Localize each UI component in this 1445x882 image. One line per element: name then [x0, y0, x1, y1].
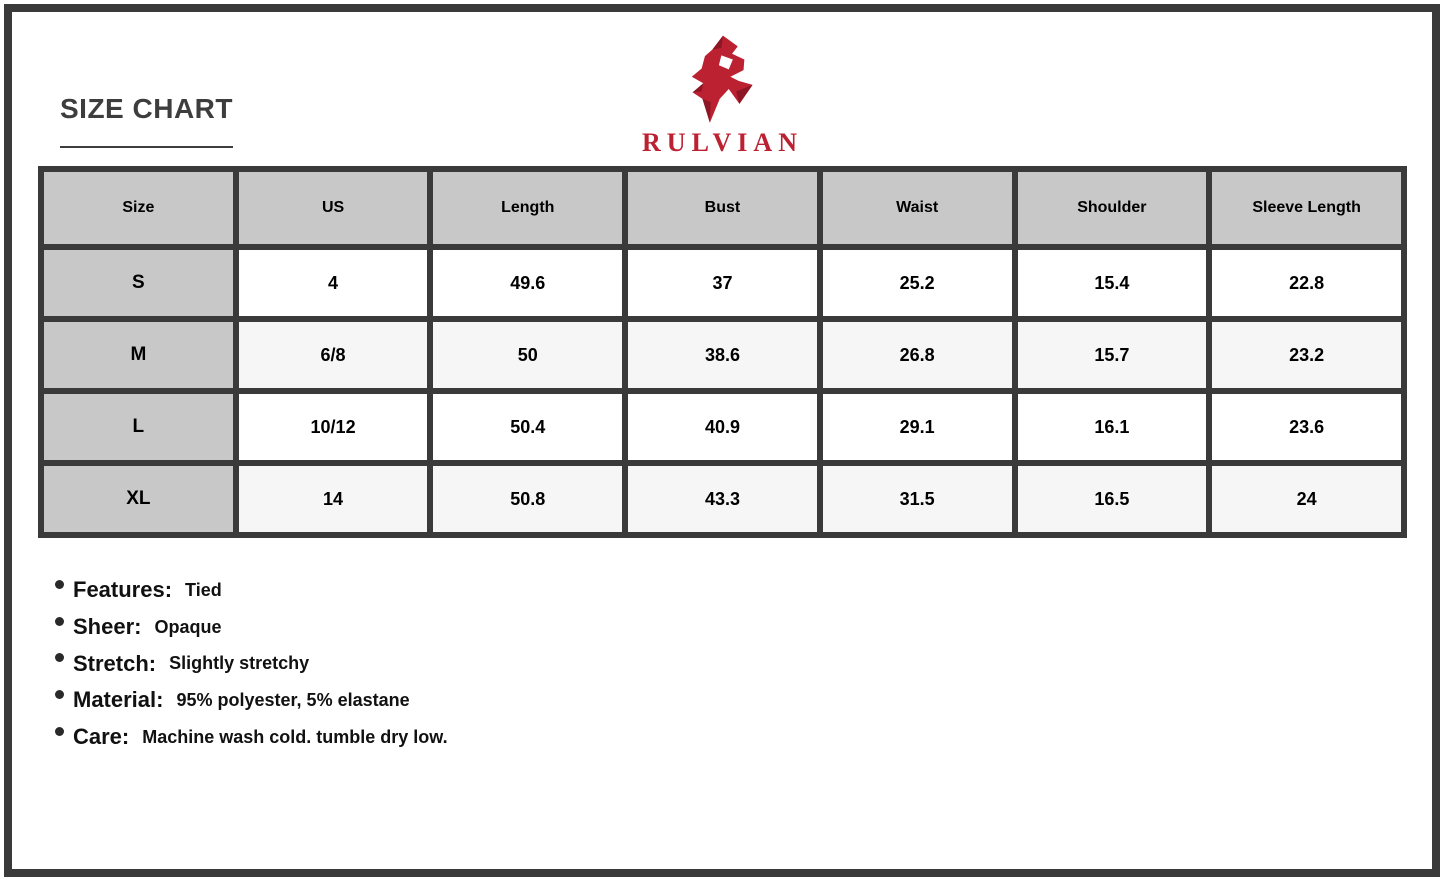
- detail-value: Machine wash cold. tumble dry low.: [142, 726, 448, 747]
- measurement-cell: 37: [628, 250, 817, 316]
- bullet-icon: [55, 727, 64, 736]
- bullet-icon: [55, 617, 64, 626]
- measurement-cell: 24: [1212, 466, 1401, 532]
- detail-item: [55, 609, 448, 646]
- measurement-cell: 10/12: [239, 394, 428, 460]
- measurement-cell: 50.8: [433, 466, 622, 532]
- title-underline: [60, 146, 233, 148]
- size-label-cell: XL: [44, 466, 233, 532]
- measurement-cell: 38.6: [628, 322, 817, 388]
- detail-label: Material:: [73, 687, 164, 713]
- detail-item: [55, 682, 448, 719]
- bullet-icon: [55, 690, 64, 699]
- measurement-cell: 25.2: [823, 250, 1012, 316]
- measurement-cell: 50.4: [433, 394, 622, 460]
- size-label-cell: M: [44, 322, 233, 388]
- detail-label: Care:: [73, 724, 130, 750]
- measurement-cell: 43.3: [628, 466, 817, 532]
- table-row: [44, 250, 1401, 316]
- page-title: SIZE CHART: [60, 93, 233, 124]
- brand-wordmark: RULVIAN: [642, 128, 803, 157]
- measurement-cell: 29.1: [823, 394, 1012, 460]
- column-header: Sleeve Length: [1212, 172, 1401, 244]
- measurement-cell: 15.4: [1018, 250, 1207, 316]
- measurement-cell: 31.5: [823, 466, 1012, 532]
- measurement-cell: 14: [239, 466, 428, 532]
- measurement-cell: 15.7: [1018, 322, 1207, 388]
- size-table-head: [44, 172, 1401, 244]
- size-table-body: [44, 250, 1401, 532]
- column-header: Shoulder: [1018, 172, 1207, 244]
- product-details-list: [55, 572, 448, 755]
- size-label-cell: L: [44, 394, 233, 460]
- detail-item: [55, 719, 448, 756]
- measurement-cell: 4: [239, 250, 428, 316]
- table-row: [44, 466, 1401, 532]
- size-label-cell: S: [44, 250, 233, 316]
- column-header: Bust: [628, 172, 817, 244]
- table-row: [44, 322, 1401, 388]
- measurement-cell: 23.2: [1212, 322, 1401, 388]
- measurement-cell: 16.5: [1018, 466, 1207, 532]
- measurement-cell: 16.1: [1018, 394, 1207, 460]
- detail-value: 95% polyester, 5% elastane: [176, 689, 410, 710]
- measurement-cell: 26.8: [823, 322, 1012, 388]
- measurement-cell: 40.9: [628, 394, 817, 460]
- brand-block: [573, 34, 873, 158]
- bullet-icon: [55, 580, 64, 589]
- table-header-row: [44, 172, 1401, 244]
- column-header: Length: [433, 172, 622, 244]
- measurement-cell: 23.6: [1212, 394, 1401, 460]
- detail-label: Stretch:: [73, 650, 157, 676]
- detail-label: Sheer:: [73, 614, 142, 640]
- detail-value: Slightly stretchy: [169, 653, 310, 674]
- detail-item: [55, 645, 448, 682]
- table-row: [44, 394, 1401, 460]
- size-table: [38, 166, 1407, 538]
- bullet-icon: [55, 653, 64, 662]
- measurement-cell: 6/8: [239, 322, 428, 388]
- measurement-cell: 50: [433, 322, 622, 388]
- column-header: Size: [44, 172, 233, 244]
- column-header: Waist: [823, 172, 1012, 244]
- column-header: US: [239, 172, 428, 244]
- detail-value: Tied: [185, 579, 222, 600]
- rulvian-logo-icon: [681, 34, 765, 126]
- detail-item: [55, 572, 448, 609]
- detail-value: Opaque: [154, 616, 222, 637]
- detail-label: Features:: [73, 577, 173, 603]
- measurement-cell: 49.6: [433, 250, 622, 316]
- measurement-cell: 22.8: [1212, 250, 1401, 316]
